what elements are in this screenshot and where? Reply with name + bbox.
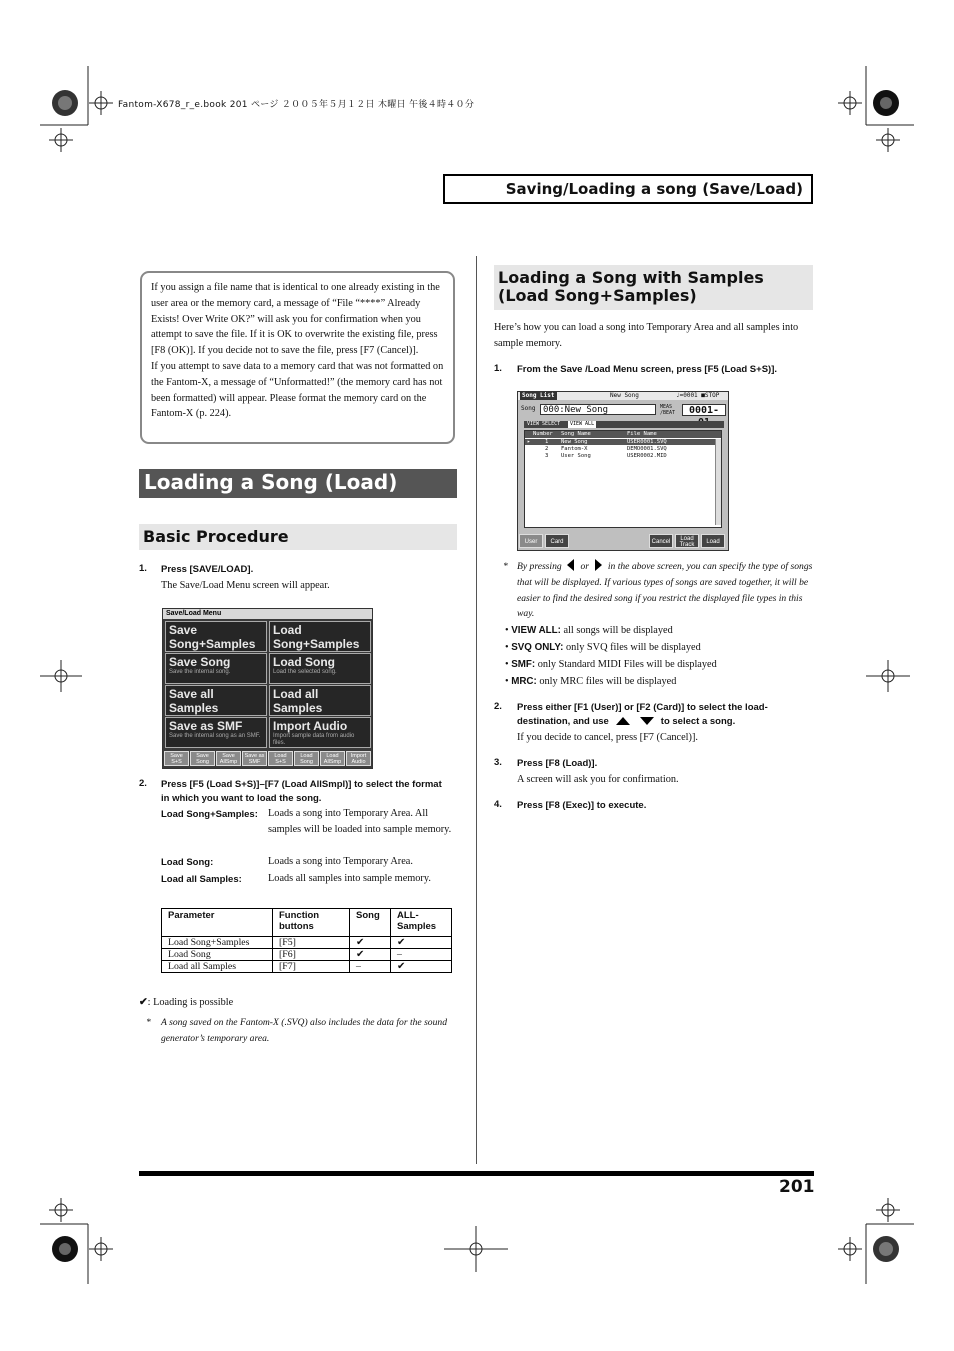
- note-star: *: [503, 561, 508, 572]
- step-body: The Save/Load Menu screen will appear.: [161, 580, 330, 591]
- screen-titlebar: [518, 392, 728, 400]
- note-star: *: [146, 1017, 151, 1028]
- menu-tile-save-as-smf[interactable]: [165, 717, 267, 748]
- bullet-term: SMF:: [511, 659, 536, 670]
- step-number: 1.: [139, 563, 147, 574]
- table-cell: –: [391, 949, 452, 961]
- f1-button[interactable]: Save S+S: [164, 751, 189, 766]
- check-legend: [139, 995, 233, 1011]
- tile-description: Import sample data from audio files.: [273, 733, 355, 746]
- check-mark: ✔: [139, 997, 148, 1008]
- table-cell: ✔: [350, 949, 391, 961]
- definition-desc: Loads a song into Temporary Area. All samples will be loaded into sample memory.: [268, 808, 452, 835]
- tile-label: Save Song: [169, 655, 231, 669]
- col-song-name: Song Name: [561, 431, 591, 437]
- step-number: 2.: [494, 701, 502, 712]
- table-cell: –: [350, 961, 391, 973]
- tile-label: Load Song+Samples: [273, 623, 360, 651]
- section-tab: Saving/Loading a song (Save/Load): [443, 174, 813, 204]
- heading-basic-procedure: Basic Procedure: [139, 524, 457, 550]
- tile-label: Save all Samples: [169, 687, 219, 715]
- song-list-screen: [517, 391, 729, 551]
- song-name: New Song: [561, 439, 588, 445]
- screen-title: Save/Load Menu: [163, 609, 372, 619]
- song-label: Song: [521, 405, 536, 412]
- table-header-cell: Function buttons: [273, 909, 350, 937]
- heading-load-song-samples: Loading a Song with Samples (Load Song+Samples): [494, 265, 813, 310]
- table-row: [162, 937, 452, 949]
- view-select-label: VIEW SELECT: [527, 421, 561, 427]
- tile-label: Save Song+Samples: [169, 623, 256, 651]
- step-instruction: Press [SAVE/LOAD].: [161, 564, 254, 575]
- bullet-list: [505, 623, 815, 691]
- step-body: A screen will ask you for confirmation.: [517, 774, 679, 785]
- list-item: • VIEW ALL: all songs will be displayed: [505, 625, 673, 636]
- up-arrow-icon: [616, 717, 630, 725]
- step-text: Press either [F1 (User)] or [F2 (Card)] to select the load-destination, and use: [517, 702, 768, 727]
- definition-desc: Loads all samples into sample memory.: [268, 873, 431, 884]
- table-cell: ✔: [391, 961, 452, 973]
- menu-tile-save-all-samples[interactable]: [165, 685, 267, 716]
- menu-tile-load-song-samples[interactable]: [269, 621, 371, 652]
- screen-status: ♩=0001 ■STOP: [676, 392, 720, 399]
- list-item: • SMF: only Standard MIDI Files will be displayed: [505, 659, 717, 670]
- step-body: If you decide to cancel, press [F7 (Cancel)].: [517, 732, 698, 743]
- note-text: in the above screen, you can specify the type of songs that will be displayed. If various types of songs are saved together, it will be easier to find the desired song if you restrict the displayed file types in this way.: [517, 561, 813, 620]
- f7-button[interactable]: Load AllSmp: [320, 751, 345, 766]
- definition-term: Load Song+Samples:: [161, 809, 258, 820]
- table-cell: ✔: [391, 937, 452, 949]
- tile-description: Save the internal song.: [169, 669, 231, 675]
- col-file-name: File Name: [627, 431, 657, 437]
- view-select-value[interactable]: VIEW ALL: [570, 421, 595, 427]
- tile-description: Load the selected song.: [273, 669, 337, 675]
- menu-tile-load-song[interactable]: [269, 653, 371, 684]
- menu-tile-save-song-samples[interactable]: [165, 621, 267, 652]
- tile-label: Load Song: [273, 655, 335, 669]
- list-item[interactable]: [525, 439, 715, 445]
- screen-title: Song List: [522, 392, 555, 399]
- bullet-desc: only Standard MIDI Files will be displayed: [537, 659, 717, 670]
- table-header-cell: Song: [350, 909, 391, 937]
- table-row: [162, 949, 452, 961]
- definition-term: Load all Samples:: [161, 874, 242, 885]
- table-cell: Load Song: [162, 949, 273, 961]
- song-number: 1: [545, 439, 549, 445]
- meas-label: MEAS /BEAT: [660, 404, 676, 416]
- tile-description: [169, 651, 263, 652]
- list-header: [525, 431, 721, 438]
- col-number: Number: [533, 431, 553, 437]
- save-load-menu-screen: [162, 608, 373, 769]
- intro-paragraph: Here’s how you can load a song into Temporary Area and all samples into sample memory.: [494, 322, 799, 349]
- heading-loading-a-song: Loading a Song (Load): [139, 469, 457, 498]
- f5-button[interactable]: Load S+S: [268, 751, 293, 766]
- song-name-field[interactable]: 000:New Song: [540, 404, 656, 415]
- song-number: 2: [545, 446, 549, 452]
- column-divider: [476, 256, 477, 1164]
- f2-card-button[interactable]: Card: [545, 534, 569, 548]
- down-arrow-icon: [640, 717, 654, 725]
- table-cell: [F7]: [273, 961, 350, 973]
- f8-load-button[interactable]: Load: [701, 534, 725, 548]
- list-item[interactable]: [525, 453, 715, 459]
- step-instruction: [517, 701, 817, 729]
- legend-text: : Loading is possible: [147, 997, 234, 1008]
- f8-button[interactable]: Import Audio: [346, 751, 371, 766]
- note-text: By pressing: [517, 561, 562, 572]
- tile-label: Load all Samples: [273, 687, 323, 715]
- song-name: User Song: [561, 453, 591, 459]
- bullet-term: SVQ ONLY:: [511, 642, 564, 653]
- song-file: DEMO0001.SVQ: [627, 446, 667, 452]
- inc-arrow-icon: [594, 559, 602, 571]
- list-item: • MRC: only MRC files will be displayed: [505, 676, 677, 687]
- footnote: A song saved on the Fantom-X (.SVQ) also includes the data for the sound generator’s temporary area.: [161, 1017, 447, 1044]
- table-header-cell: Parameter: [162, 909, 273, 937]
- definition-term: Load Song:: [161, 857, 214, 868]
- tile-description: [273, 715, 367, 716]
- cursor-icon: ▸: [527, 439, 531, 445]
- list-item[interactable]: [525, 446, 715, 452]
- menu-tile-import-audio[interactable]: [269, 717, 371, 748]
- song-file: USER0002.MID: [627, 453, 667, 459]
- screen-tab: New Song: [610, 392, 639, 399]
- tile-label: Save as SMF: [169, 719, 243, 733]
- table-cell: [F6]: [273, 949, 350, 961]
- table-header-cell: ALL-Samples: [391, 909, 452, 937]
- song-number: 3: [545, 453, 549, 459]
- step-number: 4.: [494, 799, 502, 810]
- file-meta-line: Fantom-X678_r_e.book 201 ページ ２００５年５月１２日 木曜日 午後４時４０分: [118, 100, 475, 110]
- footer-rule: [139, 1171, 814, 1176]
- view-select-bar: [524, 421, 724, 428]
- list-item: • SVQ ONLY: only SVQ files will be displayed: [505, 642, 701, 653]
- table-cell: Load all Samples: [162, 961, 273, 973]
- parameter-table: [161, 908, 452, 973]
- f4-button[interactable]: Save as SMF: [242, 751, 267, 766]
- f3-button[interactable]: Save AllSmp: [216, 751, 241, 766]
- step-instruction: Press [F8 (Exec)] to execute.: [517, 800, 647, 811]
- step-instruction: From the Save /Load Menu screen, press [F5 (Load S+S)].: [517, 364, 777, 375]
- table-cell: ✔: [350, 937, 391, 949]
- bullet-desc: only MRC files will be displayed: [539, 676, 677, 687]
- table-cell: [F5]: [273, 937, 350, 949]
- meas-field[interactable]: 0001-: [682, 404, 726, 416]
- f1-user-button[interactable]: User: [519, 534, 543, 548]
- note-paragraph: If you attempt to save data to a memory card that was not formatted on the Fantom-X, a message of “Unformatted!” (the memory card has not been formatted) will appear. Please format the memory card on the Fantom-X (p. 224).: [151, 360, 444, 420]
- f7-load-track-button[interactable]: Load Track: [675, 534, 699, 548]
- bullet-desc: only SVQ files will be displayed: [566, 642, 701, 653]
- note-or: or: [580, 561, 590, 572]
- footnote: [517, 559, 814, 622]
- definition-desc: Loads a song into Temporary Area.: [268, 856, 413, 867]
- step-number: 3.: [494, 757, 502, 768]
- f2-button[interactable]: Save Song: [190, 751, 215, 766]
- menu-tile-load-all-samples[interactable]: [269, 685, 371, 716]
- song-list[interactable]: [524, 430, 722, 528]
- list-scrollbar[interactable]: [715, 439, 721, 525]
- bullet-desc: all songs will be displayed: [563, 625, 673, 636]
- step-text: to select a song.: [660, 716, 736, 727]
- song-name: Fantom-X: [561, 446, 588, 452]
- bullet-term: MRC:: [511, 676, 537, 687]
- dec-arrow-icon: [567, 559, 575, 571]
- tile-description: Save the internal song as an SMF.: [169, 733, 261, 739]
- bullet-term: VIEW ALL:: [511, 625, 561, 636]
- page-number: 201: [779, 1177, 815, 1197]
- tile-label: Import Audio: [273, 719, 348, 733]
- song-file: USER0001.SVQ: [627, 439, 667, 445]
- step-number: 2.: [139, 778, 147, 789]
- note-box: [140, 271, 455, 444]
- menu-tile-save-song[interactable]: [165, 653, 267, 684]
- tile-description: [273, 651, 367, 652]
- f6-button[interactable]: Load Song: [294, 751, 319, 766]
- table-row: [162, 961, 452, 973]
- tile-description: [169, 715, 263, 716]
- table-cell: Load Song+Samples: [162, 937, 273, 949]
- step-instruction: Press [F5 (Load S+S)]–[F7 (Load AllSmpl)] to select the format in which you want to load the song.: [161, 779, 442, 804]
- note-paragraph: If you assign a file name that is identical to one already existing in the user area or the memory card, a message of “File “****” Already Exists! Over Write OK?” will ask you for confirmation when you attempt to save the file. If it is OK to overwrite the existing file, press [F8 (OK)]. If you decide not to save the file, press [F7 (Cancel)].: [151, 282, 440, 357]
- f6-cancel-button[interactable]: Cancel: [649, 534, 673, 548]
- step-number: 1.: [494, 363, 502, 374]
- step-instruction: Press [F8 (Load)].: [517, 758, 598, 769]
- table-header-row: [162, 909, 452, 937]
